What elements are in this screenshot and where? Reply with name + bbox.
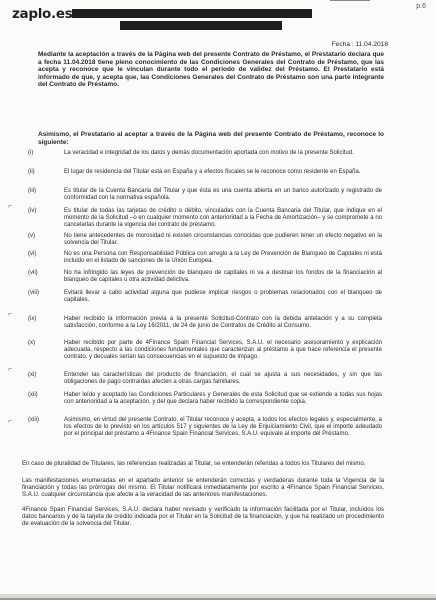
item-text: El lugar de residencia del Titular está en España y a efectos fiscales se le reconoce como residente en España.	[64, 169, 361, 175]
item-number: (x)	[28, 340, 35, 346]
item-text: No tiene antecedentes de morosidad ni existen circunstancias conocidas que pudieren tener un efecto negativo en la solvencia del Titular.	[64, 233, 382, 246]
intro-paragraph: Mediante la aceptación a través de la Página web del presente Contrato de Préstamo, el Prestatario declara que a fecha 11.04.2018 tiene pleno conocimiento de las Condiciones Generales del Contrato de Préstamo, que las acepta y reconoce que le vinculan durante todo el período de validez del Préstamo. El Prestatario está informado de que, y acepta que, las Condiciones Generales del Contrato de Préstamo son una parte integrante del Contrato de Préstamo.	[38, 51, 384, 89]
margin-tick-mark: ⌐	[8, 418, 13, 425]
margin-tick-mark: ⌐	[8, 203, 13, 210]
item-number: (iv)	[28, 208, 37, 214]
item-number: (xii)	[28, 392, 38, 398]
item-number: (v)	[28, 233, 35, 239]
item-text: Es titular de la Cuenta Bancaria del Titular y que ésta es una cuenta abierta en un banco autorizado y registrado de conformidad con la normativa española.	[64, 188, 382, 201]
item-text: Evitará llevar a cabo actividad alguna que pudiese implicar riesgos o problemas relacionados con el blanqueo de capitales.	[64, 290, 382, 303]
item-text: Haber leído y aceptado las Condiciones Particulares y Generales de esta Solicitud que se extiende a todas sus hojas con anterioridad a la aceptación, y del que declara haber recibido la correspondiente copia.	[64, 392, 382, 405]
item-number: (viii)	[28, 290, 39, 296]
item-text: Es titular de todas las tarjetas de crédito o débito, vinculadas con la Cuenta Bancaria del Titular, que indique en el momento de la Solicitud –o en cualquier momento con anterioridad a la Fecha de Amortización– y se compromete a no cancelarlas durante la vigencia del contrato de préstamo.	[64, 208, 382, 228]
item-text: No ha infringido las leyes de prevención de blanqueo de capitales ni va a destinar los fondos de la financiación al blanqueo de capitales u otra actividad delictiva.	[64, 270, 382, 283]
item-text: Asimismo, en virtud del presente Contrato, el Titular reconoce y acepta, a todos los efectos legales y, especialmente, a los efectos de lo previsto en los artículos 517 y siguientes de la Ley de Enjuiciamiento Civil, que el importe adeudado por el principal del préstamo a 4Finance Spain Financial Services, S.A.U. equivale al importe del Préstamo.	[64, 417, 382, 437]
page-number: p.6	[416, 3, 426, 10]
item-text: No es una Persona con Responsabilidad Pública con arreglo a la Ley de Prevención de Blanqueo de Capitales ni está incluido en el listado de sanciones de la Unión Europea.	[64, 251, 382, 264]
header-scribble	[330, 0, 370, 6]
closing-paragraph-3: 4Finance Spain Financial Services, S.A.U. declara haber revisado y verificado la información facilitada por el Titular, incluidos los datos bancarios y de la tarjeta de crédito indicada por el Titular en la Solicitud de la financiación, y que ha realizado un procedimiento de evaluación de la solvencia del Titular.	[22, 506, 384, 528]
margin-tick-mark: ⌐	[8, 311, 13, 318]
item-number: (xiii)	[28, 417, 39, 423]
redacted-header-bar	[72, 9, 312, 18]
item-number: (ii)	[28, 169, 35, 175]
item-number: (vi)	[28, 251, 37, 257]
item-number: (i)	[28, 150, 34, 156]
document-date: Fecha : 11.04.2018	[331, 41, 388, 48]
item-text: Haber recibido por parte de 4Finance Spain Financial Services, S.A.U. el necesario asesoramiento y explicación adecuada, respecto a las condiciones fundamentales que caracterizan al préstamo a que hace referencia el presente contrato, y decuales serían las consecuencias en el supuesto de impago.	[64, 340, 382, 360]
item-text: Haber recibido la información previa a la presente Solicitud-Contrato con la debida antelación y a su completa satisfacción, conforme a la Ley 16/2011, de 24 de junio de Contratos de Crédito al Consumo.	[64, 316, 382, 329]
item-number: (iii)	[28, 188, 36, 194]
margin-tick-mark: ⌐	[8, 366, 13, 373]
item-number: (vii)	[28, 270, 38, 276]
redacted-header-bar	[120, 21, 282, 30]
scan-edge-shadow	[0, 586, 436, 600]
acknowledgement-intro: Asimismo, el Prestatario al aceptar a través de la Página web del presente Contrato de Préstamo, reconoce lo siguiente:	[38, 131, 384, 146]
zaplo-logo: zaplo.es	[12, 6, 73, 22]
item-text: La veracidad e integridad de los datos y demás documentación aportada con motivo de la presente Solicitud.	[64, 150, 354, 156]
item-number: (xi)	[28, 372, 37, 378]
closing-paragraph-1: En caso de pluralidad de Titulares, las referencias realizadas al Titular, se entenderán referidas a todos los Titulares del mismo.	[22, 460, 366, 467]
item-text: Entender las características del producto de financiación, el cual se ajusta a sus necesidades, y sin que las obligaciones de pago contraídas afecten a otras cargas familiares.	[64, 372, 382, 385]
item-number: (ix)	[28, 316, 37, 322]
closing-paragraph-2: Las manifestaciones enumeradas en el apartado anterior se entenderán correctas y verdaderas durante toda la Vigencia de la financiación y todas las prórrogas del mismo. El Titular notificará inmediatamente por escrito a 4Finance Spain Financial Services, S.A.U. cualquier circunstancia que afecte a la veracidad de las anteriores manifestaciones.	[22, 477, 384, 499]
